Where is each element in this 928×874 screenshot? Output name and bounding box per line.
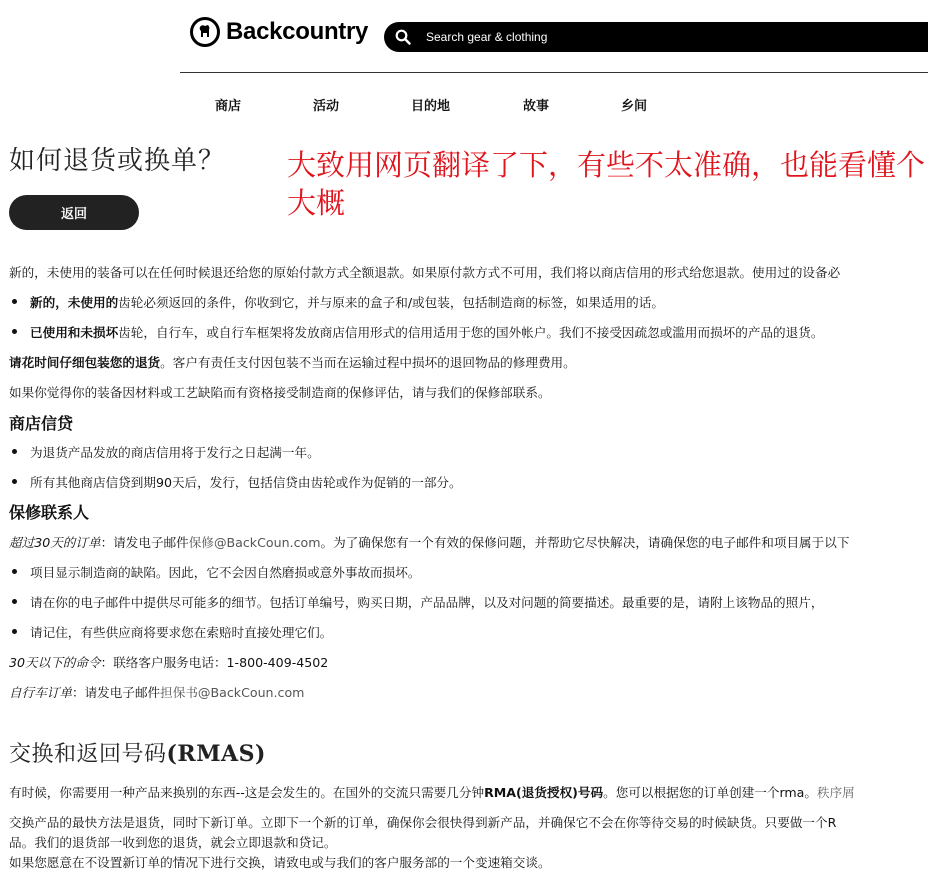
bullet-bold: 新的，未使用的: [30, 295, 119, 310]
rma-p1-rest: 。您可以根据您的订单创建一个rma。: [603, 785, 817, 800]
brand-name: Backcountry: [226, 18, 369, 45]
nav-stories[interactable]: 故事: [523, 99, 550, 114]
list-item: 项目显示制造商的缺陷。因此，它不会因自然磨损或意外事故而损坏。: [30, 562, 420, 581]
under30-text: ：联络客户服务电话：1-800-409-4502: [100, 655, 329, 670]
bike-italic: 自行车订单: [9, 685, 72, 700]
header-divider: [180, 72, 928, 73]
list-item: [30, 292, 664, 311]
rma-paragraph-3: 如果您愿意在不设置新订单的情况下进行交换，请致电或与我们的客户服务部的一个变速箱交谈。: [9, 855, 551, 870]
nav-shop[interactable]: 商店: [215, 99, 242, 114]
pack-note: [9, 352, 576, 371]
brand-logo[interactable]: [190, 17, 368, 47]
store-credit-heading: 商店信贷: [9, 414, 74, 433]
intro-text: 新的，未使用的装备可以在任何时候退还给您的原始付款方式全额退款。如果原付款方式不可用，我们将以商店信用的形式给您退款。使用过的设备必: [9, 265, 841, 280]
list-item: 请记住，有些供应商将要求您在索赔时直接处理它们。: [30, 622, 332, 641]
bullet-text: 齿轮，自行车，或自行车框架将发放商店信用形式的信用适用于您的国外帐户。我们不接受因疏忽或滥用而损坏的产品的退货。: [118, 325, 824, 340]
rma-heading: [9, 737, 266, 768]
list-item: 所有其他商店信贷到期90天后，发行，包括信贷由齿轮或作为促销的一部分。: [30, 472, 462, 491]
rma-p1-bold: RMA(退货授权)号码: [484, 785, 604, 800]
list-item: [30, 322, 823, 341]
search-bar[interactable]: [384, 22, 928, 52]
warranty-text: ：请发电子邮件: [100, 535, 189, 550]
rma-paragraph-2a: 交换产品的最快方法是退货，同时下新订单。立即下一个新的订单，确保你会很快得到新产品，并确保它不会在你等待交易的时候缺货。只要做一个R: [9, 815, 837, 830]
back-button[interactable]: 返回: [9, 195, 139, 230]
goat-logo-icon: [190, 17, 220, 47]
annotation-note: 大致用网页翻译了下，有些不太准确，也能看懂个大概: [287, 148, 926, 220]
nav-activities[interactable]: 活动: [313, 99, 340, 114]
rma-p1-text: 有时候，你需要用一种产品来换别的东西--这是会发生的。在国外的交流只需要几分钟: [9, 785, 485, 800]
warranty-note: 如果你觉得你的装备因材料或工艺缺陷而有资格接受制造商的保修评估，请与我们的保修部联系。: [9, 385, 551, 400]
nav-countryside[interactable]: 乡间: [621, 99, 648, 114]
bike-text: ：请发电子邮件: [71, 685, 161, 700]
rma-heading-text: 交换和返回号码: [9, 742, 167, 767]
bike-email-link[interactable]: 担保书@BackCoun.com: [160, 685, 305, 700]
bike-line: [9, 682, 304, 701]
search-input[interactable]: [426, 30, 826, 44]
pack-note-text: 。客户有责任支付因包装不当而在运输过程中损坏的退回物品的修理费用。: [160, 355, 576, 370]
search-icon[interactable]: [394, 28, 412, 46]
warranty-italic: 超过30天的订单: [9, 535, 101, 550]
list-item: 为退货产品发放的商店信用将于发行之日起满一年。: [30, 442, 320, 461]
rma-heading-bold: (RMAS): [166, 741, 266, 767]
warranty-email-link[interactable]: 保修@BackCoun.com: [188, 535, 321, 550]
warranty-rest: 。为了确保您有一个有效的保修问题，并帮助它尽快解决，请确保您的电子邮件和项目属于以下: [320, 535, 850, 550]
warranty-line: [9, 532, 849, 551]
warranty-heading: 保修联系人: [9, 503, 90, 522]
bullet-text: 齿轮必须返回的条件，你收到它，并与原来的盒子和/或包装，包括制造商的标签，如果适用的话。: [118, 295, 664, 310]
list-item: 请在你的电子邮件中提供尽可能多的细节。包括订单编号，购买日期，产品品牌，以及对问题的简要描述。最重要的是，请附上该物品的照片，: [30, 592, 823, 611]
rma-paragraph-1: [9, 782, 855, 801]
rma-paragraph-2b: 品。我们的退货部一收到您的退货，就会立即退款和贷记。: [9, 835, 337, 850]
nav-destinations[interactable]: 目的地: [411, 99, 451, 114]
bullet-bold: 已使用和未损坏: [30, 325, 119, 340]
under30-italic: 30天以下的命令: [9, 655, 101, 670]
page-title: 如何退货或换单？: [9, 146, 226, 176]
order-link[interactable]: 秩序屑: [816, 785, 855, 800]
pack-note-bold: 请花时间仔细包装您的退货: [9, 355, 161, 370]
under30-line: [9, 652, 328, 671]
